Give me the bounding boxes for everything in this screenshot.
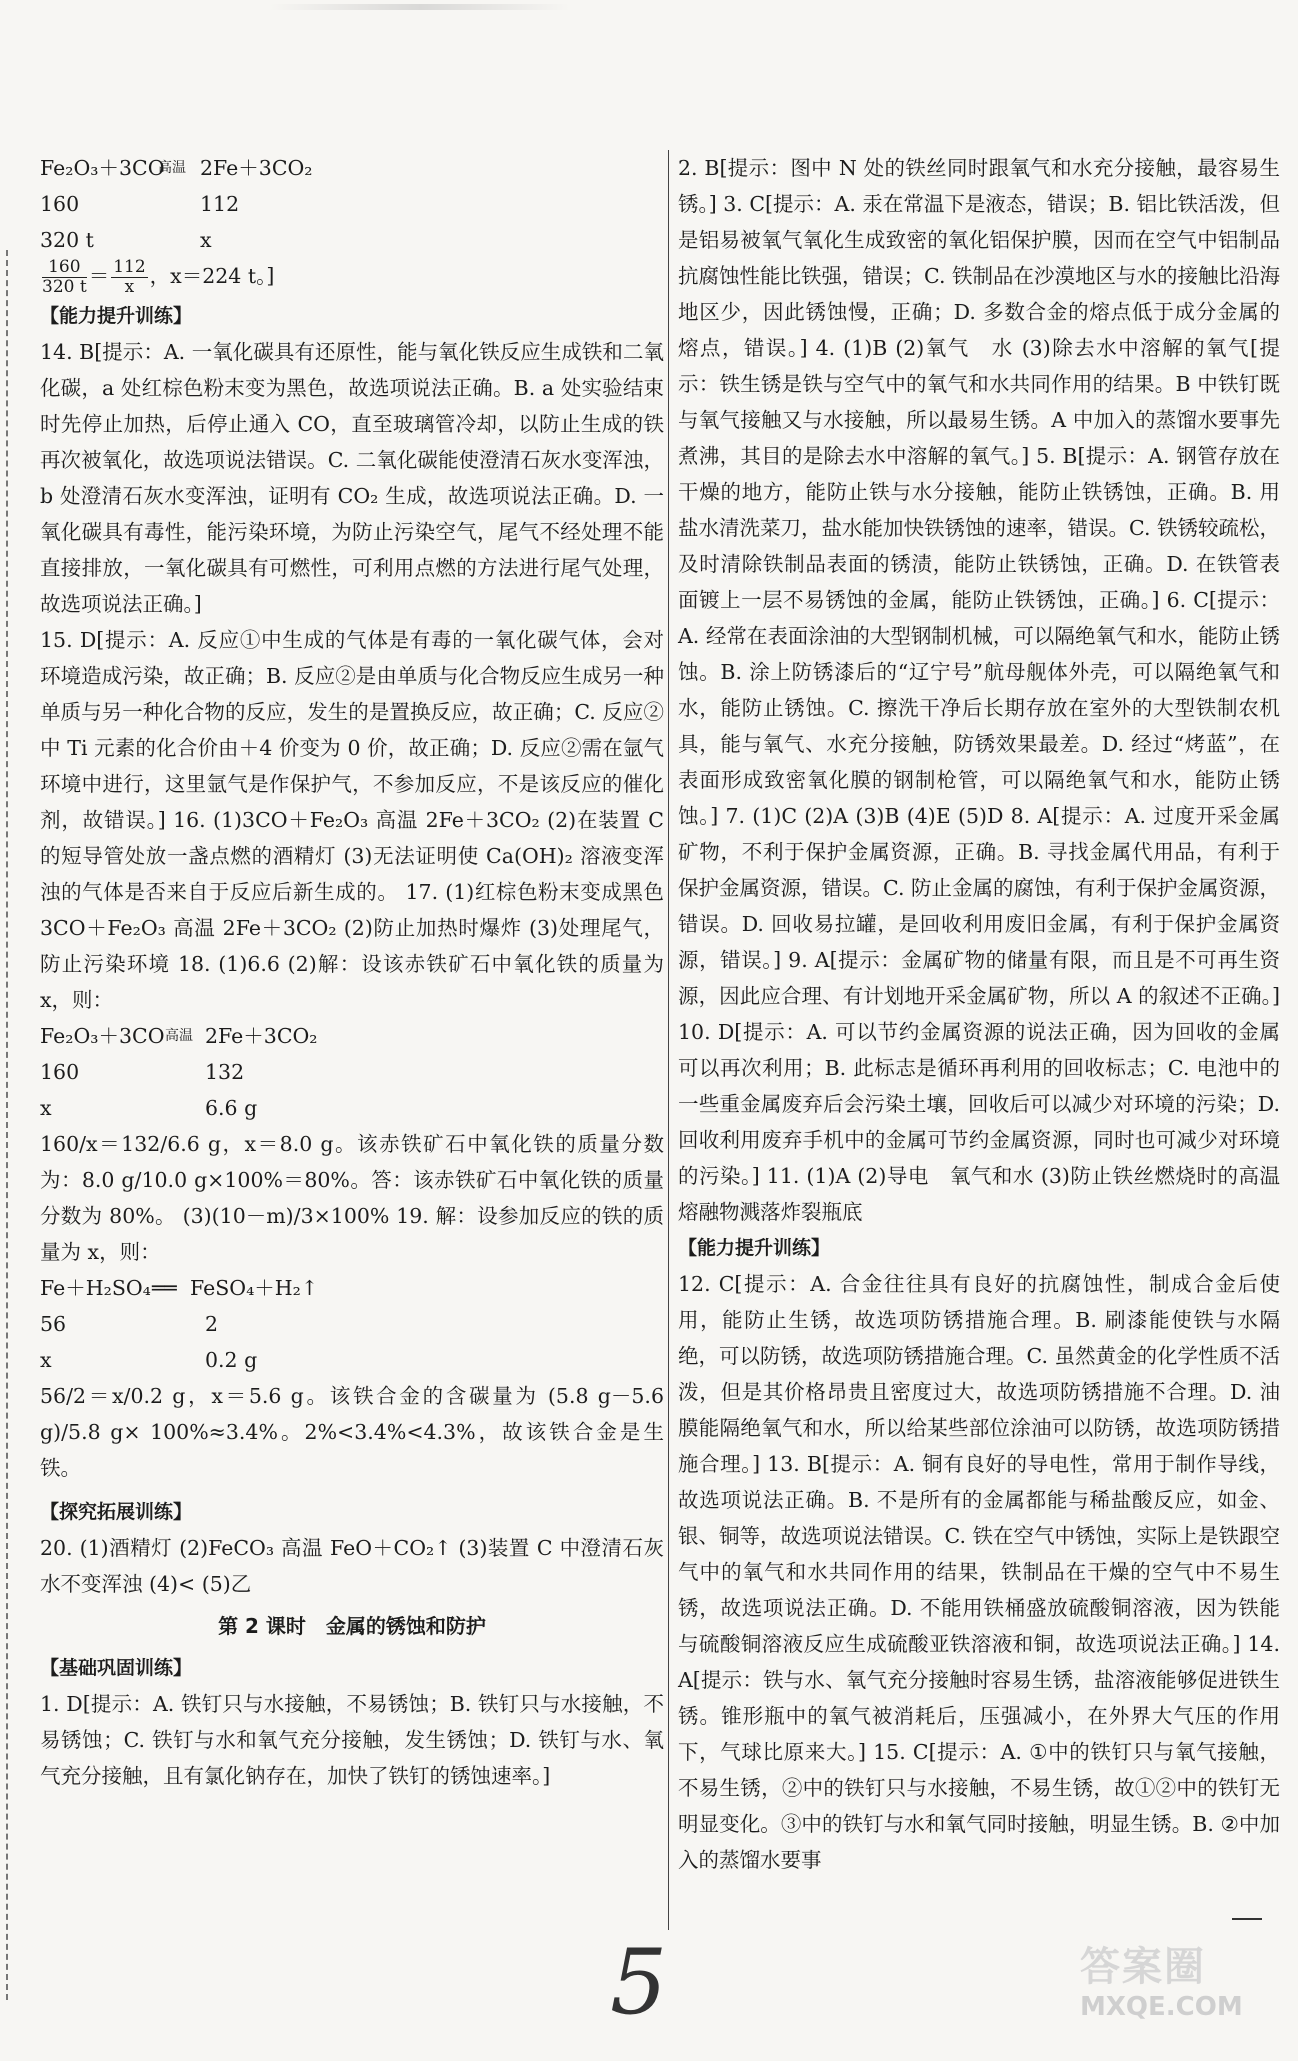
frac-1 [42,258,87,297]
equation-3 [40,1270,664,1306]
answer-1: 1. D[提示：A. 铁钉只与水接触，不易锈蚀；B. 铁钉只与水接触，不易锈蚀；C. 铁钉与水和氧气充分接触，发生锈蚀；D. 铁钉与水、氧气充分接触，且有氯化钠存在，加快了铁钉的锈蚀速率。] [40,1692,664,1788]
answers-12-15: 12. C[提示：A. 合金往往具有良好的抗腐蚀性，制成合金后使用，能防止生锈，故选项防锈措施合理。B. 刷漆能使铁与水隔绝，可以防锈，故选项防锈措施合理。C. 虽然黄金的化学性质不活泼，但是其价格昂贵且密度过大，故选项防锈措施不合理。D. 油膜能隔绝氧气和水，所以给某些部位涂油可以防锈，故选项防锈措施合理。] 13. B[提示：A. 铜有良好的导电性，常用于制作导线，故选项说法正确。B. 不是所有的金属都能与稀盐酸反应，如金、银、铜等，故选项说法错误。C. 铁在空气中锈蚀，实际上是铁跟空气中的氧气和水共同作用的结果，铁制品在干燥的空气中不易生锈，故选项说法正确。D. 不能用铁桶盛放硫酸铜溶液，因为铁能与硫酸铜溶液反应生成硫酸亚铁溶液和铜，故选项说法正确。] 14. A[提示：铁与水、氧气充分接触时容易生锈，盐溶液能够促进铁生锈。锥形瓶中的氧气被消耗后，压强减小，在外界大气压的作用下，气球比原来大。] 15. C[提示：A. ①中的铁钉只与氧气接触，不易生锈，②中的铁钉只与水接触，不易生锈，故①②中的铁钉无明显变化。③中的铁钉与水和氧气同时接触，明显生锈。B. ②中加入的蒸馏水要事 [678,1272,1280,1872]
equation-2 [40,1018,664,1054]
frac-2 [111,258,147,297]
eq3-row1-b: 2 [205,1312,219,1336]
equation-1-row1 [40,186,664,222]
eq2-row1-a: 160 [40,1060,80,1084]
binding-line [6,250,12,2000]
equation-1 [40,150,664,186]
eq1-row2-b: x [200,228,212,252]
left-column [40,150,664,1794]
section-header-tanjiu: 【探究拓展训练】 [40,1501,193,1523]
top-smudge [270,4,570,10]
equation-1-result: $\frac{160}{320 t}$ ＝ $\frac{112}{x}$ ，x＝224 t。] [42,258,275,297]
section-header-jichu: 【基础巩固训练】 [40,1657,193,1679]
column-divider [668,150,669,1930]
answer-18-19: 160/x＝132/6.6 g，x＝8.0 g。该赤铁矿石中氧化铁的质量分数为：8.0 g/10.0 g×100%＝80%。答：该赤铁矿石中氧化铁的质量分数为 80%。 (3)(10－m)/3×100% 19. 解：设参加反应的铁的质量为 x，则： [40,1132,664,1264]
eq3-row2-a: x [40,1348,52,1372]
lesson-title: 第 2 课时 金属的锈蚀和防护 [218,1614,486,1638]
eq1-result-tail: ，x＝224 t。] [149,264,275,288]
answers-2-11: 2. B[提示：图中 N 处的铁丝同时跟氧气和水充分接触，最容易生锈。] 3. C[提示：A. 汞在常温下是液态，错误；B. 铝比铁活泼，但是铝易被氧气氧化生成致密的氧化铝保护膜，因而在空气中铝制品抗腐蚀性能比铁强，错误；C. 铁制品在沙漠地区与水的接触比沿海地区少，因此锈蚀慢，正确；D. 多数合金的熔点低于成分金属的熔点，错误。] 4. (1)B (2)氧气 水 (3)除去水中溶解的氧气[提示：铁生锈是铁与空气中的氧气和水共同作用的结果。B 中铁钉既与氧气接触又与水接触，所以最易生锈。A 中加入的蒸馏水要事先煮沸，其目的是除去水中溶解的氧气。] 5. B[提示：A. 钢管存放在干燥的地方，能防止铁与水分接触，能防止铁锈蚀，正确。B. 用盐水清洗菜刀，盐水能加快铁锈蚀的速率，错误。C. 铁锈较疏松，及时清除铁制品表面的锈渍，能防止铁锈蚀，正确。D. 在铁管表面镀上一层不易锈蚀的金属，能防止铁锈蚀，正确。] 6. C[提示：A. 经常在表面涂油的大型钢制机械，可以隔绝氧气和水，能防止锈蚀。B. 涂上防锈漆后的“辽宁号”航母舰体外壳，可以隔绝氧气和水，能防止锈蚀。C. 擦洗干净后长期存放在室外的大型铁制农机具，能与氧气、水充分接触，防锈效果最差。D. 经过“烤蓝”，在表面形成致密氧化膜的钢制枪管，可以隔绝氧气和水，能防止锈蚀。] 7. (1)C (2)A (3)B (4)E (5)D 8. A[提示：A. 过度开采金属矿物，不利于保护金属资源，正确。B. 寻找金属代用品，有利于保护金属资源，错误。C. 防止金属的腐蚀，有利于保护金属资源，错误。D. 回收易拉罐，是回收利用废旧金属，有利于保护金属资源，错误。] 9. A[提示：金属矿物的储量有限，而且是不可再生资源，因此应合理、有计划地开采金属矿物，所以 A 的叙述不正确。] 10. D[提示：A. 可以节约金属资源的说法正确，因为回收的金属可以再次利用；B. 此标志是循环再利用的回收标志；C. 电池中的一些重金属废弃后会污染土壤，回收后可以减少对环境的污染；D. 回收利用废弃手机中的金属可节约金属资源，同时也可减少对环境的污染。] 11. (1)A (2)导电 氧气和水 (3)防止铁丝燃烧时的高温熔融物溅落炸裂瓶底 [678,156,1280,1224]
answer-20: 20. (1)酒精灯 (2)FeCO₃ 高温 FeO＋CO₂↑ (3)装置 C 中澄清石灰水不变浑浊 (4)< (5)乙 [40,1536,664,1596]
eq1-cond-text: 高温 [158,160,186,176]
eq2-row2-b: 6.6 g [205,1096,258,1120]
frac-1-den: 320 t [42,277,87,297]
equation-2-row1 [40,1054,664,1090]
eq2-row2-a: x [40,1096,52,1120]
handwritten-mark: 5 [610,1930,668,2035]
eq2-rhs: 2Fe＋3CO₂ [205,1024,318,1048]
equation-2-row2 [40,1090,664,1126]
eq2-cond-text: 高温 [165,1028,193,1044]
watermark [1080,1935,1280,2045]
eq3-rhs: FeSO₄＋H₂↑ [190,1276,319,1300]
page-corner-mark [1232,1918,1262,1920]
eq3-row1-a: 56 [40,1312,67,1336]
section-header-nengli: 【能力提升训练】 [40,305,193,327]
answer-15-18: 15. D[提示：A. 反应①中生成的气体是有毒的一氧化碳气体，会对环境造成污染，故正确；B. 反应②是由单质与化合物反应生成另一种单质与另一种化合物的反应，发生的是置换反应，故正确；C. 反应②中 Ti 元素的化合价由＋4 价变为 0 价，故正确；D. 反应②需在氩气环境中进行，这里氩气是作保护气，不参加反应，不是该反应的催化剂，故错误。] 16. (1)3CO＋Fe₂O₃ 高温 2Fe＋3CO₂ (2)在装置 C 的短导管处放一盏点燃的酒精灯 (3)无法证明使 Ca(OH)₂ 溶液变浑浊的气体是否来自于反应后新生成的。 17. (1)红棕色粉末变成黑色 3CO＋Fe₂O₃ 高温 2Fe＋3CO₂ (2)防止加热时爆炸 (3)处理尾气，防止污染环境 18. (1)6.6 (2)解：设该赤铁矿石中氧化铁的质量为 x，则： [40,628,664,1012]
frac-2-den: x [124,277,135,297]
watermark-logo: 答案圈 [1080,1944,1206,1990]
eq1-row1-b: 112 [200,192,240,216]
eq3-arrow: ══ [152,1276,177,1300]
equation-3-row1 [40,1306,664,1342]
frac-1-num: 160 [42,258,87,278]
equation-3-row2 [40,1342,664,1378]
frac-2-num: 112 [113,258,146,277]
eq2-row1-b: 132 [205,1060,245,1084]
eq1-row1-a: 160 [40,192,80,216]
right-column [678,150,1280,1878]
eq3-lhs: Fe＋H₂SO₄ [40,1276,151,1300]
watermark-url: MXQE.COM [1080,1992,1243,2022]
section-header-nengli-right: 【能力提升训练】 [678,1237,831,1259]
eq3-row2-b: 0.2 g [205,1348,258,1372]
eq1-lhs: Fe₂O₃＋3CO [40,156,165,180]
equation-1-row2 [40,222,664,258]
answer-19-result: 56/2＝x/0.2 g，x＝5.6 g。该铁合金的含碳量为 (5.8 g－5.6 g)/5.8 g× 100%≈3.4%。2%<3.4%<4.3%，故该铁合金是生铁。 [40,1384,664,1480]
eq2-lhs: Fe₂O₃＋3CO [40,1024,165,1048]
eq1-rhs: 2Fe＋3CO₂ [200,156,313,180]
answer-14: 14. B[提示：A. 一氧化碳具有还原性，能与氧化铁反应生成铁和二氧化碳，a 处红棕色粉末变为黑色，故选项说法正确。B. a 处实验结束时先停止加热，后停止通入 CO，直至玻璃管冷却，以防止生成的铁再次被氧化，故选项说法错误。C. 二氧化碳能使澄清石灰水变浑浊，b 处澄清石灰水变浑浊，证明有 CO₂ 生成，故选项说法正确。D. 一氧化碳具有毒性，能污染环境，为防止污染空气，尾气不经处理不能直接排放，一氧化碳具有可燃性，可利用点燃的方法进行尾气处理，故选项说法正确。] [40,340,664,616]
eq1-row2-a: 320 t [40,228,94,252]
